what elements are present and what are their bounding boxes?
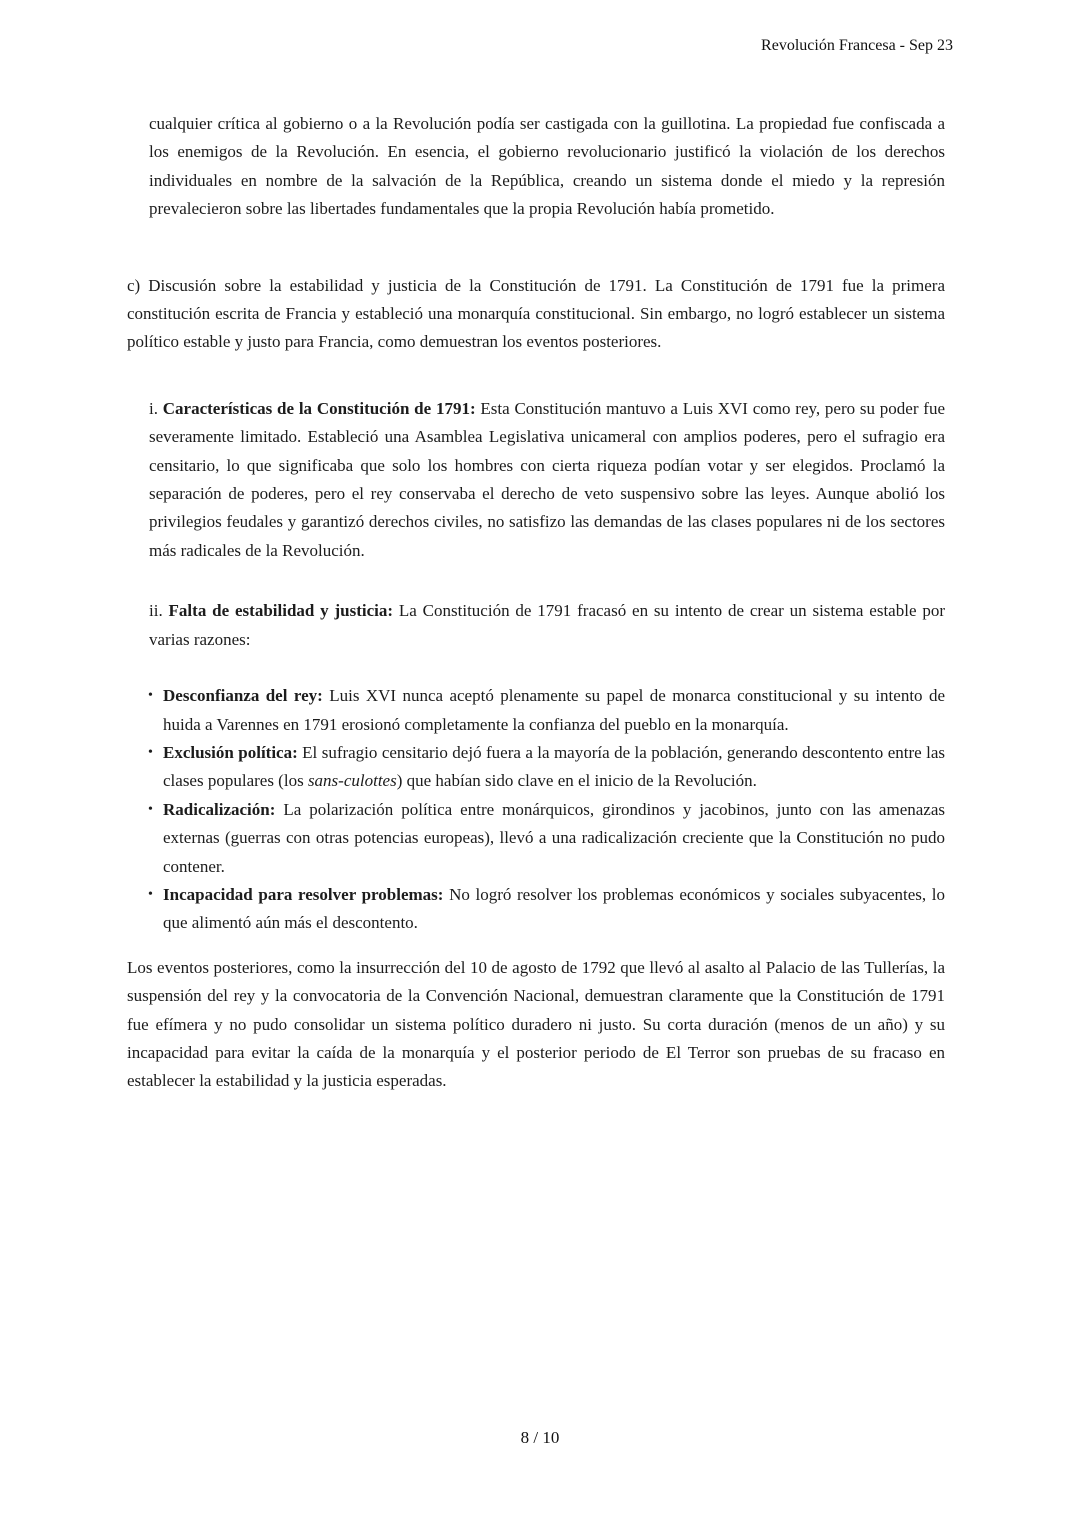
bullet-icon: • <box>148 886 153 902</box>
list-item <box>148 881 946 938</box>
item-i-paragraph <box>149 395 945 565</box>
running-header-title: Revolución Francesa - Sep 23 <box>761 37 953 54</box>
list-item-text: La polarización política entre monárquicos, girondinos y jacobinos, junto con las amenazas externas (guerras con otras potencias europeas), llevó a una radicalización creciente que la Constitución no pudo contener. <box>163 799 945 876</box>
bullet-list <box>127 682 945 938</box>
list-item-heading: Radicalización: <box>163 799 276 819</box>
page-number: 8 / 10 <box>520 1428 560 1447</box>
list-item-heading: Desconfianza del rey: <box>163 686 323 706</box>
item-i-number: i. <box>149 398 163 418</box>
bullet-icon: • <box>148 801 153 817</box>
item-i-heading: Características de la Constitución de 1791: <box>162 398 476 418</box>
list-item-heading: Incapacidad para resolver problemas: <box>163 884 444 904</box>
list-item-text: Luis XVI nunca aceptó plenamente su papel de monarca constitucional y su intento de huida a Varennes en 1791 erosionó completamente la confianza del pueblo en la monarquía. <box>163 686 945 734</box>
list-item <box>148 682 945 739</box>
item-i-text: Esta Constitución mantuvo a Luis XVI como rey, pero su poder fue severamente limitado. Estableció una Asamblea Legislativa unicameral con amplios poderes, pero el sufragio era censitario, lo que significaba que solo los hombres con cierta riqueza podían votar y ser elegidos. Proclamó la separación de poderes, pero el rey conservaba el derecho de veto suspensivo sobre las leyes. Aunque abolió los privilegios feudales y garantizó derechos civiles, no satisfizo las demandas de las clases populares ni de los sectores más radicales de la Revolución. <box>149 398 945 560</box>
list-item-text-after: ) que habían sido clave en el inicio de la Revolución. <box>396 771 757 791</box>
list-item-text: No logró resolver los problemas económicos y sociales subyacentes, lo que alimentó aún más el descontento. <box>163 884 946 933</box>
item-ii-number: ii. <box>149 601 169 621</box>
bullet-icon: • <box>148 744 153 760</box>
bullet-icon: • <box>148 688 153 704</box>
closing-paragraph: Los eventos posteriores, como la insurrección del 10 de agosto de 1792 que llevó al asalto al Palacio de las Tullerías, la suspensión del rey y la convocatoria de la Convención Nacional, demuestran claramente que la Constitución de 1791 fue efímera y no pudo consolidar un sistema político duradero ni justo. Su corta duración (menos de un año) y su incapacidad para evitar la caída de la monarquía y el posterior periodo de El Terror son pruebas de su fracaso en establecer la estabilidad y la justicia esperadas. <box>127 957 945 1091</box>
item-ii-text: La Constitución de 1791 fracasó en su intento de crear un sistema estable por varias razones: <box>149 601 945 649</box>
list-item-italic-text: sans-culottes <box>307 771 397 791</box>
list-item-text: El sufragio censitario dejó fuera a la mayoría de la población, generando descontento entre las clases populares (los <box>163 742 945 791</box>
item-ii-heading: Falta de estabilidad y justicia: <box>168 601 394 621</box>
list-item <box>148 796 945 881</box>
document-content <box>127 110 945 1096</box>
section-c-paragraph: c) Discusión sobre la estabilidad y justicia de la Constitución de 1791. La Constitución de 1791 fue la primera constitución escrita de Francia y estableció una monarquía constitucional. Sin embargo, no logró establecer un sistema político estable y justo para Francia, como demuestran los eventos posteriores. <box>127 275 945 352</box>
list-item-heading: Exclusión política: <box>163 742 298 762</box>
intro-paragraph: cualquier crítica al gobierno o a la Revolución podía ser castigada con la guillotina. La propiedad fue confiscada a los enemigos de la Revolución. En esencia, el gobierno revolucionario justificó la violación de los derechos individuales en nombre de la salvación de la República, creando un sistema donde el miedo y la represión prevalecieron sobre las libertades fundamentales que la propia Revolución había prometido. <box>149 114 945 219</box>
list-item <box>148 739 945 796</box>
item-ii-paragraph <box>149 597 945 654</box>
